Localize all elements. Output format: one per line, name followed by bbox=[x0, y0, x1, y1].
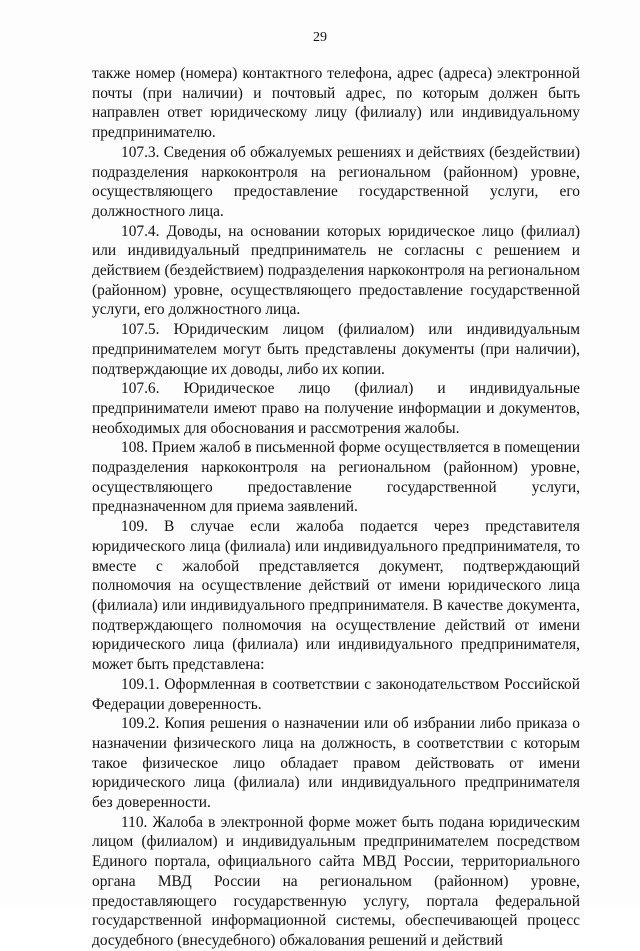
paragraph-109-2: 109.2. Копия решения о назначении или об избрании либо приказа о назначении физического лица на должность, в соответствии с которым такое физическое лицо обладает правом действовать от имени юридического лица (филиала) или индивидуального предпринимателя без доверенности. bbox=[92, 715, 580, 812]
paragraph-107-4: 107.4. Доводы, на основании которых юридическое лицо (филиал) или индивидуальный предприниматель не согласны с решением и действием (бездействием) подразделения наркоконтроля на региональном (районном) уровне, осуществляющего предоставление государственной услуги, его должностного лица. bbox=[92, 222, 580, 319]
page-number: 29 bbox=[313, 30, 327, 45]
paragraph-107-6: 107.6. Юридическое лицо (филиал) и индивидуальные предприниматели имеют право на получение информации и документов, необходимых для обоснования и рассмотрения жалобы. bbox=[92, 380, 580, 437]
paragraph-109-1: 109.1. Оформленная в соответствии с законодательством Российской Федерации доверенность. bbox=[92, 675, 580, 713]
paragraph-108: 108. Прием жалоб в письменной форме осуществляется в помещении подразделения наркоконтроля на региональном (районном) уровне, осуществляющего предоставление государственной услуги, предназначенном для приема заявлений. bbox=[92, 439, 580, 516]
document-body bbox=[92, 64, 580, 951]
paragraph-continuation: также номер (номера) контактного телефона, адрес (адреса) электронной почты (при наличии) и почтовый адрес, по которым должен быть направлен ответ юридическому лицу (филиалу) или индивидуальному предпринимателю. bbox=[92, 65, 580, 142]
paragraph-107-5: 107.5. Юридическим лицом (филиалом) или индивидуальным предпринимателем могут быть представлены документы (при наличии), подтверждающие их доводы, либо их копии. bbox=[92, 321, 580, 378]
paragraph-107-3: 107.3. Сведения об обжалуемых решениях и действиях (бездействии) подразделения наркоконтроля на региональном (районном) уровне, осуществляющего предоставление государственной услуги, его должностного лица. bbox=[92, 143, 580, 220]
paragraph-109: 109. В случае если жалоба подается через представителя юридического лица (филиала) или индивидуального предпринимателя, то вместе с жалобой представляется документ, подтверждающий полномочия на осуществление действий от имени юридического лица (филиала) или индивидуального предпринимателя. В качестве документа, подтверждающего полномочия на осуществление действий от имени юридического лица (филиала) или индивидуального предпринимателя, может быть представлена: bbox=[92, 518, 580, 674]
paragraph-110: 110. Жалоба в электронной форме может быть подана юридическим лицом (филиалом) и индивидуальным предпринимателем посредством Единого портала, официального сайта МВД России, территориального органа МВД России на региональном (районном) уровне, предоставляющего государственную услугу, портала федеральной государственной информационной системы, обеспечивающей процесс досудебного (внесудебного) обжалования решений и действий bbox=[92, 813, 580, 949]
